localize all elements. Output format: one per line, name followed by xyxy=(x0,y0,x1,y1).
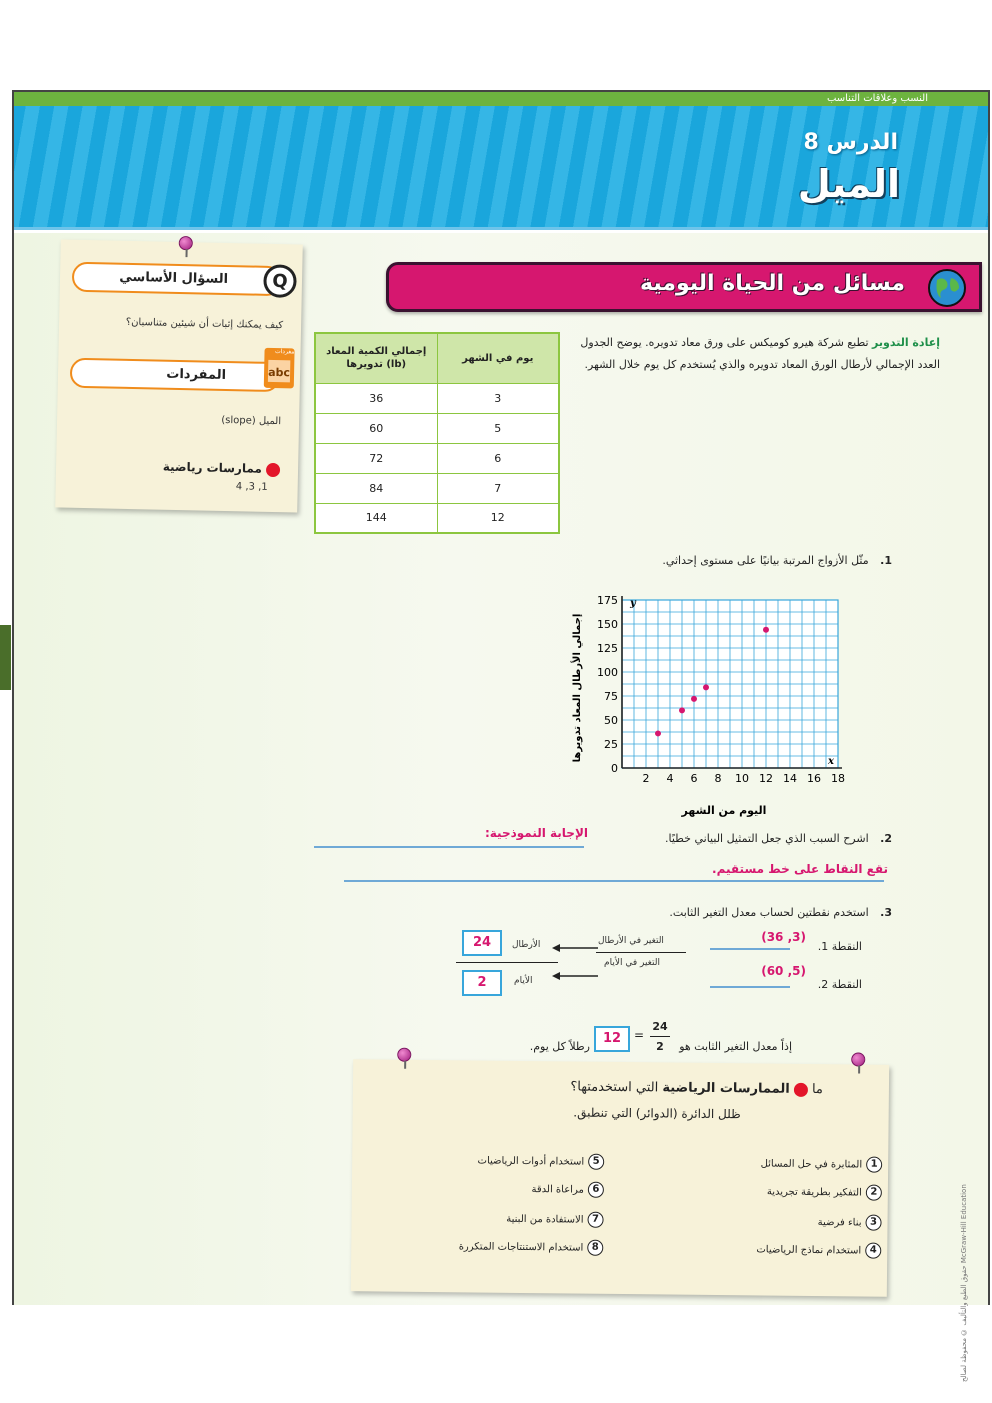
pounds-change-box[interactable]: 24 xyxy=(462,930,502,956)
table-cell-total: 36 xyxy=(315,383,437,413)
lesson-banner xyxy=(14,92,988,230)
chapter-title: النسب وعلاقات التناسب xyxy=(826,93,928,104)
table-cell-day: 6 xyxy=(437,443,559,473)
practices-question xyxy=(570,1079,823,1097)
practice-option-1[interactable] xyxy=(761,1155,883,1172)
chart-grid xyxy=(622,600,838,768)
table-cell-day: 3 xyxy=(437,383,559,413)
practices-badge-icon xyxy=(794,1082,808,1096)
chart-point xyxy=(691,696,697,702)
chart-y-tick-label: 125 xyxy=(597,642,618,655)
days-label: الأيام xyxy=(514,976,533,986)
essential-question-text: كيف يمكنك إثبات أن شيئين متناسبان؟ xyxy=(125,316,284,332)
practice-circle[interactable]: 4 xyxy=(865,1243,881,1259)
fraction-bar-values xyxy=(456,962,558,963)
svg-text:Q: Q xyxy=(272,270,288,293)
table-cell-day: 5 xyxy=(437,413,559,443)
math-practices-label: ممارسات رياضية xyxy=(162,459,263,476)
practice-circle[interactable]: 5 xyxy=(588,1154,604,1170)
chart-y-label: إجمالي الأرطال المعاد تدويرها xyxy=(572,613,583,763)
table-header-day: يوم في الشهر xyxy=(437,333,559,383)
table-cell-total: 72 xyxy=(315,443,437,473)
practice-option-5[interactable] xyxy=(477,1153,604,1170)
pushpin-icon xyxy=(397,1048,411,1062)
chart-y-tick-label: 50 xyxy=(604,714,618,727)
math-practices-numbers: 1, 3, 4 xyxy=(235,481,268,493)
rate-result-box[interactable]: 12 xyxy=(594,1026,630,1052)
question-2-answer-label: الإجابة النموذجية: xyxy=(484,826,588,840)
change-in-pounds-label: التغير في الأرطال xyxy=(598,936,664,946)
point-1-line xyxy=(710,948,790,950)
question-2-number: 2. xyxy=(880,832,892,845)
practice-option-3[interactable] xyxy=(818,1214,882,1231)
chart-y-axis-letter: y xyxy=(630,598,636,609)
practices-instruction: ظلل الدائرة (الدوائر) التي تنطبق. xyxy=(573,1105,741,1122)
vocabulary-term: الميل (slope) xyxy=(221,414,282,428)
chart-x-tick-label: 18 xyxy=(831,772,845,785)
chart-point xyxy=(679,707,685,713)
practice-label: استخدام أدوات الرياضيات xyxy=(477,1155,585,1168)
fraction-bar-labels xyxy=(596,952,686,953)
lesson-number: الدرس 8 xyxy=(803,130,898,155)
chapter-strip xyxy=(14,92,988,106)
lesson-title: الميل xyxy=(797,162,900,206)
vocabulary-label: المفردات xyxy=(166,366,227,383)
rate-conclusion-prefix: إذاً معدل التغير الثابت هو xyxy=(679,1040,792,1053)
equals-sign: = xyxy=(634,1028,645,1042)
practice-option-4[interactable] xyxy=(756,1241,881,1258)
chart-x-tick-label: 8 xyxy=(714,772,722,785)
practice-option-7[interactable] xyxy=(506,1211,603,1228)
question-1-text: مثّل الأزواج المرتبة بيانيًا على مستوى إحداثي. xyxy=(662,554,869,567)
vocabulary-pill xyxy=(70,358,281,392)
table-header-row xyxy=(315,333,559,383)
chart-y-tick-label: 150 xyxy=(597,618,618,631)
table-header-total: إجمالي الكمية المعاد تدويرها (lb) xyxy=(315,333,437,383)
pushpin-icon xyxy=(851,1052,865,1066)
chart-x-tick-label: 12 xyxy=(759,772,773,785)
table-cell-total: 60 xyxy=(315,413,437,443)
practice-label: استخدام الاستنتاجات المتكررة xyxy=(458,1241,584,1254)
chapter-side-tab xyxy=(0,625,11,690)
fraction-numerator: 24 xyxy=(652,1020,668,1033)
vocabulary-icon-caption: مفردات xyxy=(274,348,295,356)
practice-circle[interactable]: 1 xyxy=(866,1157,882,1173)
real-world-banner xyxy=(386,262,982,312)
practice-label: استخدام نماذج الرياضيات xyxy=(756,1244,862,1257)
point-2-value: (5, 60) xyxy=(761,964,806,978)
practices-question-bold: الممارسات الرياضية xyxy=(662,1080,790,1097)
practice-label: التفكير بطريقة تجريدية xyxy=(766,1186,862,1199)
table-cell-day: 12 xyxy=(437,503,559,533)
question-2 xyxy=(665,832,892,845)
practice-circle[interactable]: 6 xyxy=(588,1182,604,1198)
page-frame xyxy=(12,90,990,1382)
table-row xyxy=(315,443,559,473)
table-row xyxy=(315,413,559,443)
practice-label: بناء فرضية xyxy=(817,1217,862,1229)
chart-x-tick-label: 4 xyxy=(666,772,674,785)
chart-point xyxy=(703,684,709,690)
chart-x-axis-letter: x xyxy=(828,756,834,767)
chart-y-tick-label: 75 xyxy=(604,690,618,703)
practices-question-suffix: التي استخدمتها؟ xyxy=(570,1079,659,1096)
math-practices-note xyxy=(351,1059,889,1297)
essential-question-pill xyxy=(72,262,283,296)
fraction-denominator: 2 xyxy=(656,1040,664,1053)
chart-x-tick-label: 6 xyxy=(690,772,698,785)
point-1-value: (3, 36) xyxy=(761,930,806,944)
copyright-margin-text: حقوق الطبع والتأليف © محفوظة لصالح McGraw-Hill Education xyxy=(960,1184,968,1382)
practice-label: الاستفادة من البنية xyxy=(506,1213,584,1226)
essential-question-label: السؤال الأساسي xyxy=(119,269,229,288)
chart-point xyxy=(763,627,769,633)
question-2-text: اشرح السبب الذي جعل التمثيل البياني خطيًا. xyxy=(664,832,869,845)
table-cell-day: 7 xyxy=(437,473,559,503)
table-row xyxy=(315,473,559,503)
practice-option-6[interactable] xyxy=(531,1181,603,1198)
essential-question-icon xyxy=(262,263,299,300)
chart-x-tick-label: 2 xyxy=(642,772,650,785)
pushpin-icon xyxy=(179,236,193,250)
chart-y-tick-label: 100 xyxy=(597,666,618,679)
chart-x-tick-label: 10 xyxy=(735,772,749,785)
chart-x-tick-label: 16 xyxy=(807,772,821,785)
practice-circle[interactable]: 7 xyxy=(587,1212,603,1228)
days-change-box[interactable]: 2 xyxy=(462,970,502,996)
math-practices-heading xyxy=(163,460,281,477)
chart-x-tick-label: 14 xyxy=(783,772,797,785)
point-1-label: النقطة 1. xyxy=(817,940,862,953)
change-in-days-label: التغير في الأيام xyxy=(604,958,660,968)
practice-option-2[interactable] xyxy=(767,1184,882,1201)
pounds-label: الأرطال xyxy=(512,940,541,950)
intro-text: تطبع شركة هيرو كوميكس على ورق معاد تدويره. يوضح الجدول العدد الإجمالي لأرطال الورق المعاد تدويره والذي يُستخدم كل يوم خلال الشهر. xyxy=(580,336,940,371)
real-world-title: مسائل من الحياة اليومية xyxy=(640,271,905,296)
point-2-label: النقطة 2. xyxy=(817,978,862,991)
chart-y-tick-label: 25 xyxy=(604,738,618,751)
intro-keyword: إعادة التدوير xyxy=(872,336,940,349)
chart-y-tick-label: 175 xyxy=(597,594,618,607)
recycling-table xyxy=(314,332,560,534)
globe-icon xyxy=(927,268,967,308)
practice-label: مراعاة الدقة xyxy=(531,1184,584,1196)
practice-circle[interactable]: 3 xyxy=(865,1215,881,1231)
question-3 xyxy=(669,906,892,919)
practice-label: المثابرة في حل المسائل xyxy=(760,1158,863,1171)
practice-option-8[interactable] xyxy=(459,1238,604,1256)
table-row xyxy=(315,383,559,413)
fraction-bar xyxy=(650,1036,670,1037)
table-row xyxy=(315,503,559,533)
problem-intro xyxy=(574,332,940,376)
table-cell-total: 84 xyxy=(315,473,437,503)
practices-badge-icon xyxy=(266,462,280,476)
question-1 xyxy=(662,554,892,567)
answer-line-1 xyxy=(314,846,584,848)
question-3-number: 3. xyxy=(880,906,892,919)
answer-line-2 xyxy=(344,880,884,882)
rate-conclusion-suffix: رطلاً كل يوم. xyxy=(529,1040,590,1053)
practice-circle[interactable]: 2 xyxy=(866,1185,882,1201)
question-1-number: 1. xyxy=(880,554,892,567)
scatter-chart xyxy=(554,592,854,822)
svg-text:abc: abc xyxy=(268,365,291,380)
question-3-text: استخدم نقطتين لحساب معدل التغير الثابت. xyxy=(669,906,869,919)
practice-circle[interactable]: 8 xyxy=(587,1240,603,1256)
table-cell-total: 144 xyxy=(315,503,437,533)
practices-question-prefix: ما xyxy=(811,1082,824,1098)
chart-point xyxy=(655,730,661,736)
chart-y-tick-label: 0 xyxy=(611,762,618,775)
chart-x-label: اليوم من الشهر xyxy=(681,804,767,817)
lesson-sidebar-note xyxy=(55,239,303,512)
question-2-answer: تقع النقاط على خط مستقيم. xyxy=(712,862,888,876)
point-2-line xyxy=(710,986,790,988)
